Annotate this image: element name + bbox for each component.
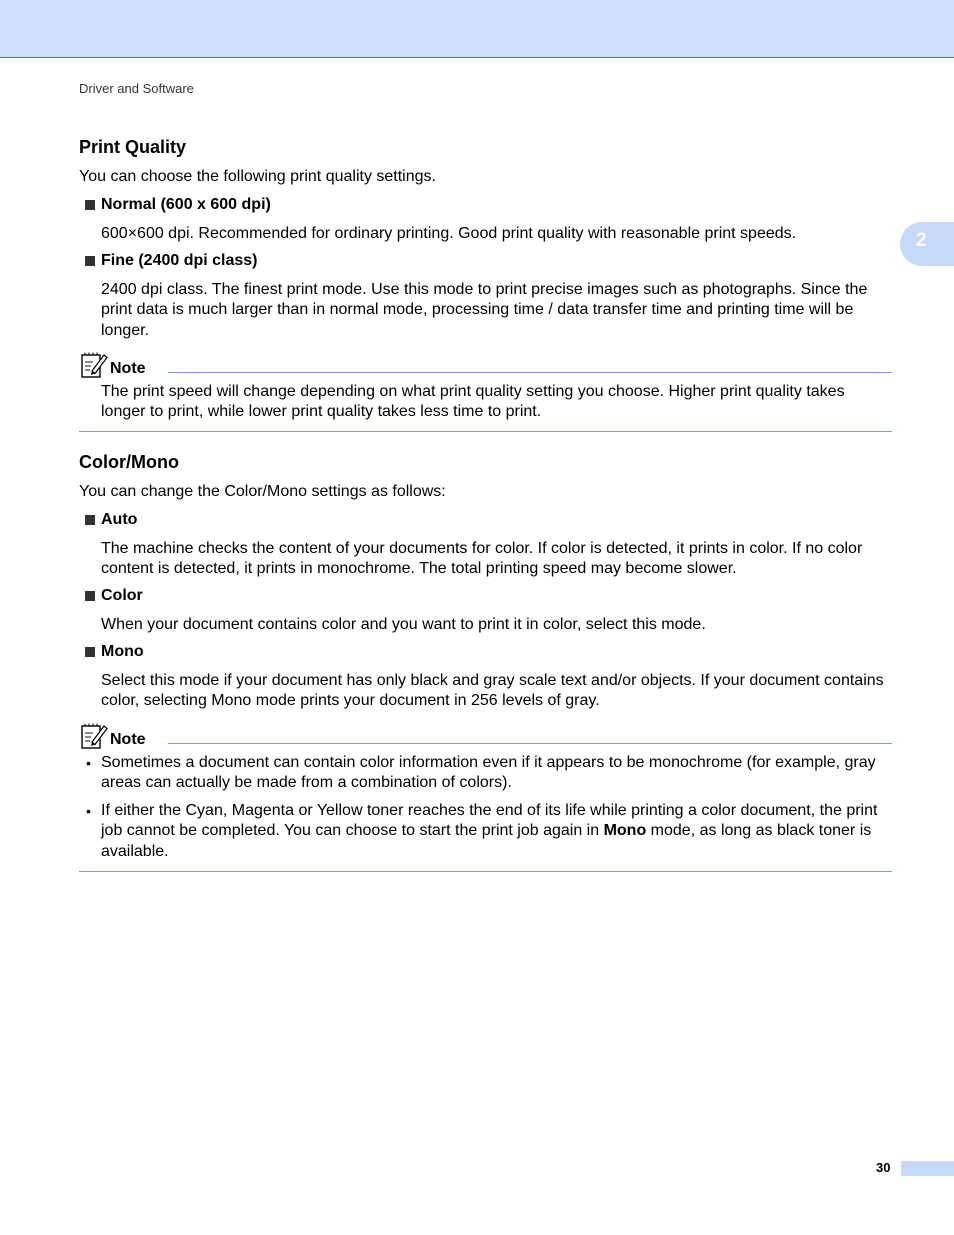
option-description: Select this mode if your document has only black and gray scale text and/or objects. If your document contains color, selecting Mono mode prints your document in 256 levels of gray. — [101, 672, 884, 710]
note-pencil-icon — [80, 351, 108, 379]
option-label: Normal (600 x 600 dpi) — [101, 196, 271, 213]
option-description: When your document contains color and you want to print it in color, select this mode. — [101, 616, 706, 633]
square-bullet-icon — [85, 256, 95, 266]
note-heading — [80, 351, 146, 379]
square-bullet-icon — [85, 515, 95, 525]
chapter-number: 2 — [916, 230, 927, 251]
note-bullet-dot: • — [86, 755, 91, 771]
section-intro: You can change the Color/Mono settings as follows: — [79, 483, 446, 500]
option-heading — [85, 587, 143, 605]
section-title-color-mono: Color/Mono — [79, 452, 179, 472]
square-bullet-icon — [85, 647, 95, 657]
header-band — [0, 0, 954, 58]
mono-mode-emphasis: Mono — [603, 822, 647, 840]
note-top-rule — [168, 743, 892, 744]
option-description: The machine checks the content of your documents for color. If color is detected, it prints in color. If no color content is detected, it prints in monochrome. The total printing speed may become slower. — [101, 540, 863, 578]
note-top-rule — [168, 372, 892, 373]
note-text: The print speed will change depending on what print quality setting you choose. Higher print quality takes longer to print, while lower print quality takes less time to print. — [101, 383, 845, 421]
option-label: Mono — [101, 643, 144, 660]
running-head: Driver and Software — [79, 81, 194, 96]
note-heading — [80, 722, 146, 750]
page-number: 30 — [876, 1160, 891, 1175]
square-bullet-icon — [85, 200, 95, 210]
option-heading — [85, 196, 271, 214]
note-bullet-text: If either the Cyan, Magenta or Yellow toner reaches the end of its life while printing a color document, the print job cannot be completed. You can choose to start the print job again in Mono mode, as long as black toner is available. — [101, 802, 878, 860]
note-bottom-rule — [79, 871, 892, 872]
note-bottom-rule — [79, 431, 892, 432]
option-label: Auto — [101, 511, 138, 528]
option-label: Fine (2400 dpi class) — [101, 252, 258, 269]
page-number-bar — [901, 1161, 954, 1176]
option-description: 600×600 dpi. Recommended for ordinary printing. Good print quality with reasonable print speeds. — [101, 225, 797, 242]
option-heading — [85, 252, 258, 270]
note-label: Note — [110, 360, 146, 377]
section-intro: You can choose the following print quality settings. — [79, 168, 436, 185]
note-pencil-icon — [80, 722, 108, 750]
note-bullet-dot: • — [86, 803, 91, 819]
note-label: Note — [110, 731, 146, 748]
note-bullet-text: Sometimes a document can contain color information even if it appears to be monochrome (for example, gray areas can actually be made from a combination of colors). — [101, 754, 876, 792]
chapter-tab — [900, 222, 954, 266]
option-heading — [85, 511, 137, 529]
section-title-print-quality: Print Quality — [79, 137, 187, 157]
square-bullet-icon — [85, 591, 95, 601]
option-label: Color — [101, 587, 143, 604]
option-heading — [85, 643, 144, 661]
option-description: 2400 dpi class. The finest print mode. Use this mode to print precise images such as photographs. Since the print data is much larger than in normal mode, processing time / data transfer time and printing time will be longer. — [101, 281, 868, 339]
